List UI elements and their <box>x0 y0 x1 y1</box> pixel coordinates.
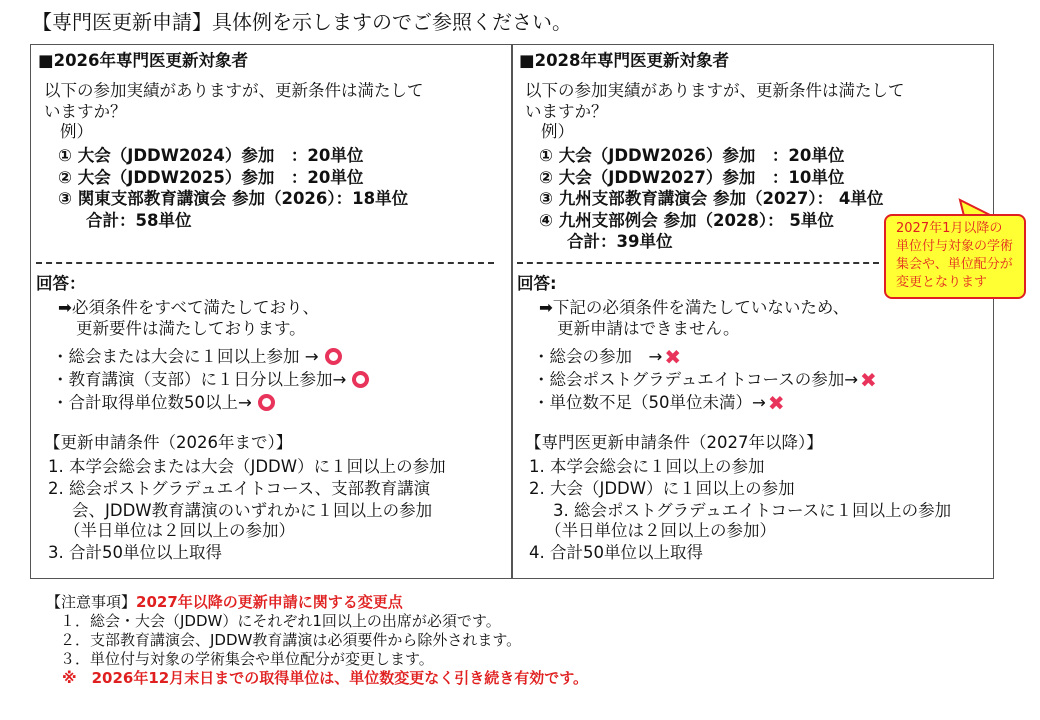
example-item: ① 大会（JDDW2024）参加 ：20単位 <box>58 146 364 165</box>
answer-text: ➡下記の必須条件を満たしていないため、 <box>539 298 850 317</box>
section-heading: ■2028年専門医更新対象者 <box>519 51 730 70</box>
condition-item: 3. 総会ポストグラデュエイトコースに１回以上の参加 <box>553 501 952 520</box>
circle-ok-icon <box>325 348 342 365</box>
condition-item: 1. 本学会総会または大会（JDDW）に１回以上の参加 <box>48 457 446 476</box>
cross-ng-icon: ✖ <box>664 345 682 369</box>
callout-line: 単位付与対象の学術 <box>896 239 1014 254</box>
page-title: 【専門医更新申請】具体例を示しますのでご参照ください。 <box>32 10 572 34</box>
condition-item: 2. 総会ポストグラデュエイトコース、支部教育講演 <box>48 479 431 498</box>
note-item: １．総会・大会（JDDW）にそれぞれ1回以上の出席が必須です。 <box>60 612 501 630</box>
check-item: ・教育講演（支部）に１日分以上参加→ <box>52 369 369 390</box>
conditions-title: 【更新申請条件（2026年まで）】 <box>44 433 293 452</box>
callout-line: 集会や、単位配分が <box>896 257 1013 272</box>
condition-item: 会、JDDW教育講演のいずれかに１回以上の参加 <box>72 501 433 520</box>
example-item: ③ 関東支部教育講演会 参加（2026）：18単位 <box>58 189 409 208</box>
example-item: ② 大会（JDDW2025）参加 ：20単位 <box>58 167 364 187</box>
dashed-separator <box>36 262 494 264</box>
total-units: 合計：39単位 <box>567 232 673 251</box>
note-item: ３．単位付与対象の学術集会や単位配分が変更します。 <box>60 650 434 668</box>
condition-item: 2. 大会（JDDW）に１回以上の参加 <box>529 479 795 498</box>
answer-label: 回答： <box>36 274 86 293</box>
check-item: ・総会の参加 → ✖ <box>533 345 682 369</box>
question-text: 以下の参加実績がありますが、更新条件は満たして <box>44 81 424 100</box>
question-text: 以下の参加実績がありますが、更新条件は満たして <box>525 81 905 100</box>
example-label: 例） <box>60 122 93 141</box>
answer-text: 更新要件は満たしております。 <box>76 319 306 338</box>
total-units: 合計：58単位 <box>86 210 192 230</box>
cross-ng-icon: ✖ <box>860 368 877 392</box>
answer-text: 更新申請はできません。 <box>557 319 740 338</box>
answer-text: ➡必須条件をすべて満たしており、 <box>58 298 319 317</box>
example-item: ① 大会（JDDW2026）参加 ：20単位 <box>539 146 845 165</box>
left-column <box>30 44 511 579</box>
callout-line: 2027年1月以降の <box>896 221 1003 236</box>
condition-item: 1. 本学会総会に１回以上の参加 <box>529 457 765 476</box>
check-item: ・総会または大会に１回以上参加 → <box>52 346 342 367</box>
question-text: いますか？ <box>44 102 127 121</box>
condition-item: （半日単位は２回以上の参加） <box>545 521 776 540</box>
callout-line: 変更となります <box>896 275 988 290</box>
condition-item: 4. 合計50単位以上取得 <box>529 543 703 562</box>
circle-ok-icon <box>352 371 369 388</box>
condition-item: （半日単位は２回以上の参加） <box>64 521 295 540</box>
conditions-title: 【専門医更新申請条件（2027年以降）】 <box>525 433 823 452</box>
note-item: ２．支部教育講演会、JDDW教育講演は必須要件から除外されます。 <box>60 631 522 649</box>
condition-item: 3. 合計50単位以上取得 <box>48 543 222 562</box>
dashed-separator <box>517 262 879 264</box>
question-text: いますか？ <box>525 102 608 121</box>
circle-ok-icon <box>258 394 275 411</box>
section-heading: ■2026年専門医更新対象者 <box>38 51 249 70</box>
answer-label: 回答: <box>517 274 557 293</box>
notes-label: 【注意事項】 <box>46 593 137 611</box>
check-item: ・合計取得単位数50以上→ <box>52 392 275 413</box>
note-footnote: ※ 2026年12月末日までの取得単位は、単位数変更なく引き続き有効です。 <box>62 669 589 687</box>
right-column <box>511 44 994 579</box>
notes-headline: 2027年以降の更新申請に関する変更点 <box>136 593 403 611</box>
example-label: 例） <box>541 122 574 141</box>
example-item: ④ 九州支部例会 参加（2028）： 5単位 <box>539 210 834 230</box>
callout-note <box>884 214 1026 299</box>
example-item: ③ 九州支部教育講演会 参加（2027）： 4単位 <box>539 189 884 208</box>
check-item: ・単位数不足（50単位未満）→ ✖ <box>533 391 785 415</box>
check-item: ・総会ポストグラデュエイトコースの参加→ ✖ <box>533 368 877 392</box>
cross-ng-icon: ✖ <box>767 391 785 415</box>
example-item: ② 大会（JDDW2027）参加 ：10単位 <box>539 167 845 187</box>
